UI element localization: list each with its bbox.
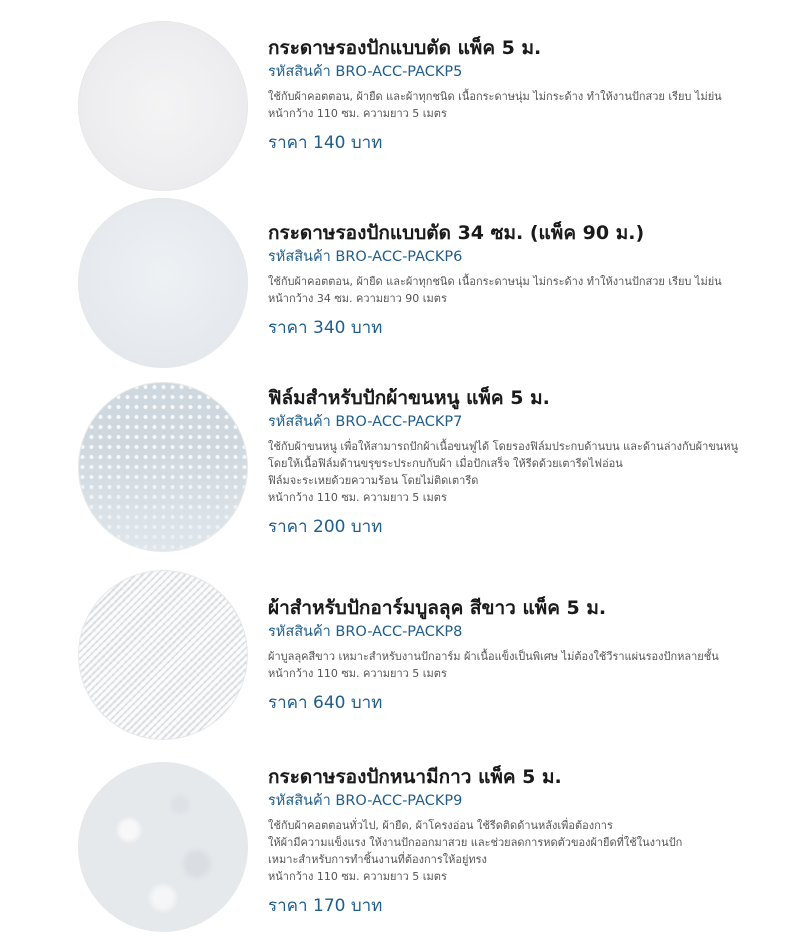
product-description: [268, 88, 788, 122]
product-description: [268, 648, 788, 682]
description-line: เหมาะสำหรับการทำชิ้นงานที่ต้องการให้อยู่ทรง: [268, 853, 487, 866]
product-code: รหัสสินค้า BRO-ACC-PACKP6: [268, 249, 463, 265]
product-title: ฟิล์มสำหรับปักผ้าขนหนู แพ็ค 5 ม.: [268, 387, 550, 409]
product-title: กระดาษรองปักหนามีกาว แพ็ค 5 ม.: [268, 766, 562, 788]
product-title: ผ้าสำหรับปักอาร์มบูลลุค สีขาว แพ็ค 5 ม.: [268, 597, 607, 619]
product-price: ราคา 640 บาท: [268, 693, 383, 713]
product-code: รหัสสินค้า BRO-ACC-PACKP8: [268, 624, 463, 640]
description-line: หน้ากว้าง 110 ซม. ความยาว 5 เมตร: [268, 107, 447, 120]
description-line: โดยให้เนื้อฟิล์มด้านขรุขระประกบกับผ้า เมื่อปักเสร็จ ให้รีดด้วยเตารีดไฟอ่อน: [268, 457, 623, 470]
product-description: [268, 438, 788, 506]
product-description: [268, 817, 788, 885]
product-price: ราคา 200 บาท: [268, 517, 383, 537]
product-price: ราคา 140 บาท: [268, 133, 383, 153]
product-title: กระดาษรองปักแบบตัด แพ็ค 5 ม.: [268, 37, 542, 59]
description-line: ให้ผ้ามีความแข็งแรง ให้งานปักออกมาสวย และช่วยลดการหดตัวของผ้ายืดที่ใช้ในงานปัก: [268, 836, 683, 849]
description-line: ใช้กับผ้าขนหนู เพื่อให้สามารถปักผ้าเนื้อขนฟูได้ โดยรองฟิล์มประกบด้านบน และด้านล่างกับผ้าขนหนู: [268, 440, 739, 453]
product-code: รหัสสินค้า BRO-ACC-PACKP7: [268, 414, 463, 430]
product-swatch-image: [78, 762, 248, 932]
description-line: ใช้กับผ้าคอตตอน, ผ้ายืด และผ้าทุกชนิด เนื้อกระดาษนุ่ม ไม่กระด้าง ทำให้งานปักสวย เรียบ ไม่ย่น: [268, 275, 722, 288]
description-line: หน้ากว้าง 110 ซม. ความยาว 5 เมตร: [268, 870, 447, 883]
product-swatch-image: [78, 382, 248, 552]
description-line: ใช้กับผ้าคอตตอนทั่วไป, ผ้ายืด, ผ้าโครงอ่อน ใช้รีดติดด้านหลังเพื่อต้องการ: [268, 819, 613, 832]
description-line: ผ้าบูลลุคสีขาว เหมาะสำหรับงานปักอาร์ม ผ้าเนื้อแข็งเป็นพิเศษ ไม่ต้องใช้วีราแผ่นรองปักหลายชั้น: [268, 650, 719, 663]
description-line: ฟิล์มจะระเหยด้วยความร้อน โดยไม่ติดเตารีด: [268, 474, 479, 487]
product-description: [268, 273, 788, 307]
product-price: ราคา 340 บาท: [268, 318, 383, 338]
product-title: กระดาษรองปักแบบตัด 34 ซม. (แพ็ค 90 ม.): [268, 222, 645, 244]
product-swatch-image: [78, 21, 248, 191]
product-code: รหัสสินค้า BRO-ACC-PACKP5: [268, 64, 463, 80]
description-line: หน้ากว้าง 110 ซม. ความยาว 5 เมตร: [268, 491, 447, 504]
product-swatch-image: [78, 570, 248, 740]
description-line: ใช้กับผ้าคอตตอน, ผ้ายืด และผ้าทุกชนิด เนื้อกระดาษนุ่ม ไม่กระด้าง ทำให้งานปักสวย เรียบ ไม่ย่น: [268, 90, 722, 103]
product-code: รหัสสินค้า BRO-ACC-PACKP9: [268, 793, 463, 809]
product-price: ราคา 170 บาท: [268, 896, 383, 916]
description-line: หน้ากว้าง 34 ซม. ความยาว 90 เมตร: [268, 292, 447, 305]
product-swatch-image: [78, 198, 248, 368]
description-line: หน้ากว้าง 110 ซม. ความยาว 5 เมตร: [268, 667, 447, 680]
